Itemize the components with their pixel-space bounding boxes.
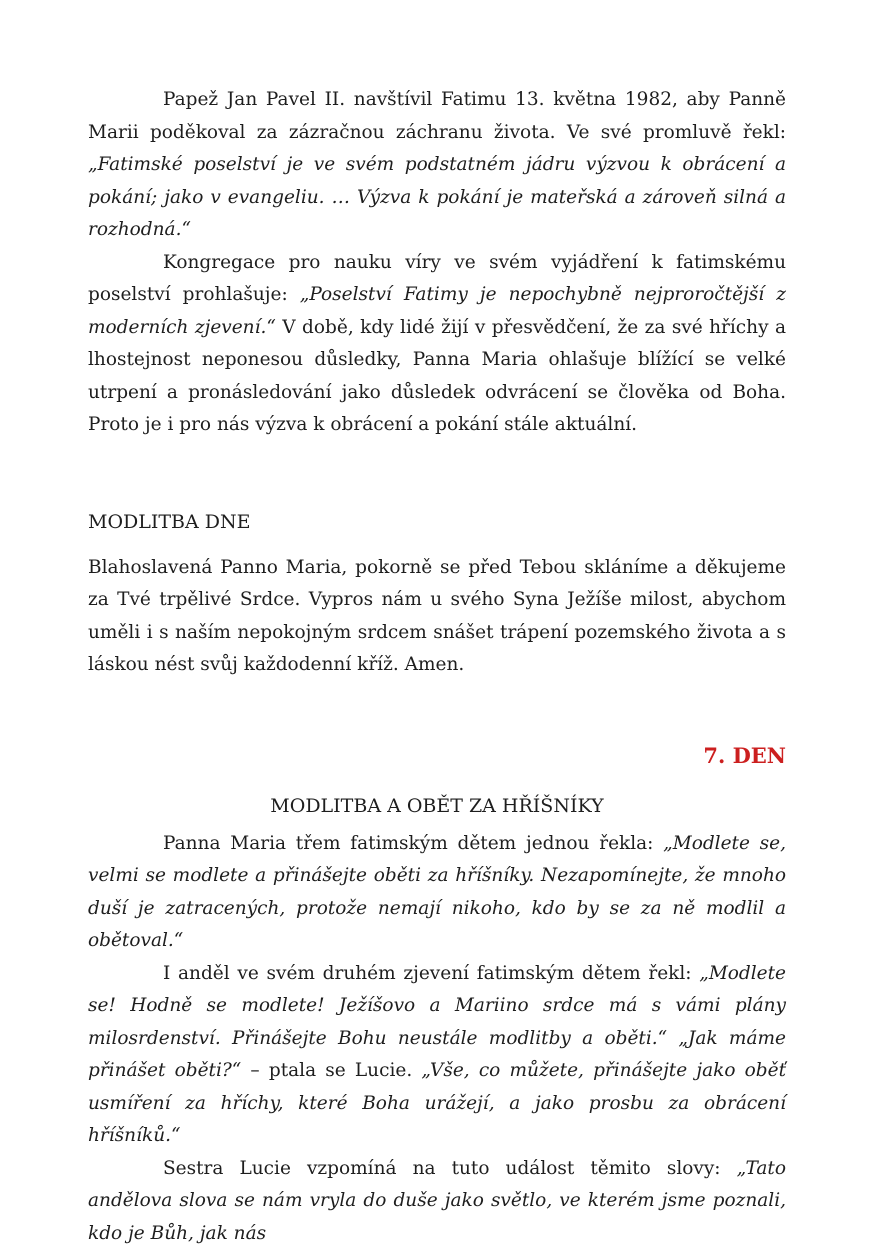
chapter-title: MODLITBA A OBĚT ZA HŘÍŠNÍKY <box>88 790 786 822</box>
prayer-heading: MODLITBA DNE <box>88 506 786 538</box>
paragraph-pope-visit <box>88 84 786 247</box>
paragraph-mary-words <box>88 828 786 958</box>
paragraph-text: Kongregace pro nauku víry ve svém vyjádření k fatimskému poselství prohlašuje: <box>88 252 786 306</box>
paragraph-text: Panna Maria třem fatimským dětem jednou řekla: <box>163 833 663 854</box>
paragraph-quote: „Fatimské poselství je ve svém podstatném jádru výzvou k obrácení a pokání; jako v evangeliu. … Výzva k pokání je mateřská a zároveň silná a rozhodná.“ <box>88 154 786 240</box>
paragraph-angel-words <box>88 958 786 1153</box>
paragraph-text: – ptala se Lucie. <box>241 1060 421 1081</box>
paragraph-text: V době, kdy lidé žijí v přesvědčení, že za své hříchy a lhostejnost neponesou důsledky, Panna Maria ohlašuje blížící se velké utrpení a pronásledování jako důsledek odvrácení se člověka od Boha. Proto je i pro nás výzva k obrácení a pokání stále aktuální. <box>88 317 786 436</box>
paragraph-quote: „Tato andělova slova se nám vryla do duše jako světlo, ve kterém jsme poznali, kdo je Bůh, jak nás <box>88 1158 786 1244</box>
paragraph-congregation <box>88 247 786 442</box>
paragraph-text: Papež Jan Pavel II. navštívil Fatimu 13. května 1982, aby Panně Marii poděkoval za zázračnou záchranu života. Ve své promluvě řekl: <box>88 89 786 143</box>
paragraph-lucie-memory <box>88 1153 786 1250</box>
paragraph-text: I anděl ve svém druhém zjevení fatimským dětem řekl: <box>163 963 699 984</box>
paragraph-quote: „Modlete se! Hodně se modlete! Ježíšovo a Mariino srdce má s vámi plány milosrdenství. Přinášejte Bohu neustále modlitby a oběti.“ „Jak máme přinášet oběti?“ <box>88 963 786 1082</box>
paragraph-quote: „Poselství Fatimy je nepochybně nejproročtější z moderních zjevení.“ <box>88 284 786 338</box>
paragraph-quote: „Modlete se, velmi se modlete a přinášejte oběti za hříšníky. Nezapomínejte, že mnoho duší je zatracených, protože nemají nikoho, kdo by se za ně modlil a obětoval.“ <box>88 833 786 952</box>
day-label: 7. DEN <box>88 740 786 772</box>
paragraph-quote: „Vše, co můžete, přinášejte jako oběť usmíření za hříchy, které Boha urážejí, a jako prosbu za obrácení hříšníků.“ <box>88 1060 786 1146</box>
paragraph-text: Sestra Lucie vzpomíná na tuto událost těmito slovy: <box>163 1158 737 1179</box>
prayer-text: Blahoslavená Panno Maria, pokorně se před Tebou skláníme a děkujeme za Tvé trpělivé Srdce. Vypros nám u svého Syna Ježíše milost, abychom uměli i s naším nepokojným srdcem snášet trápení pozemského života a s láskou nést svůj každodenní kříž. Amen. <box>88 552 786 682</box>
